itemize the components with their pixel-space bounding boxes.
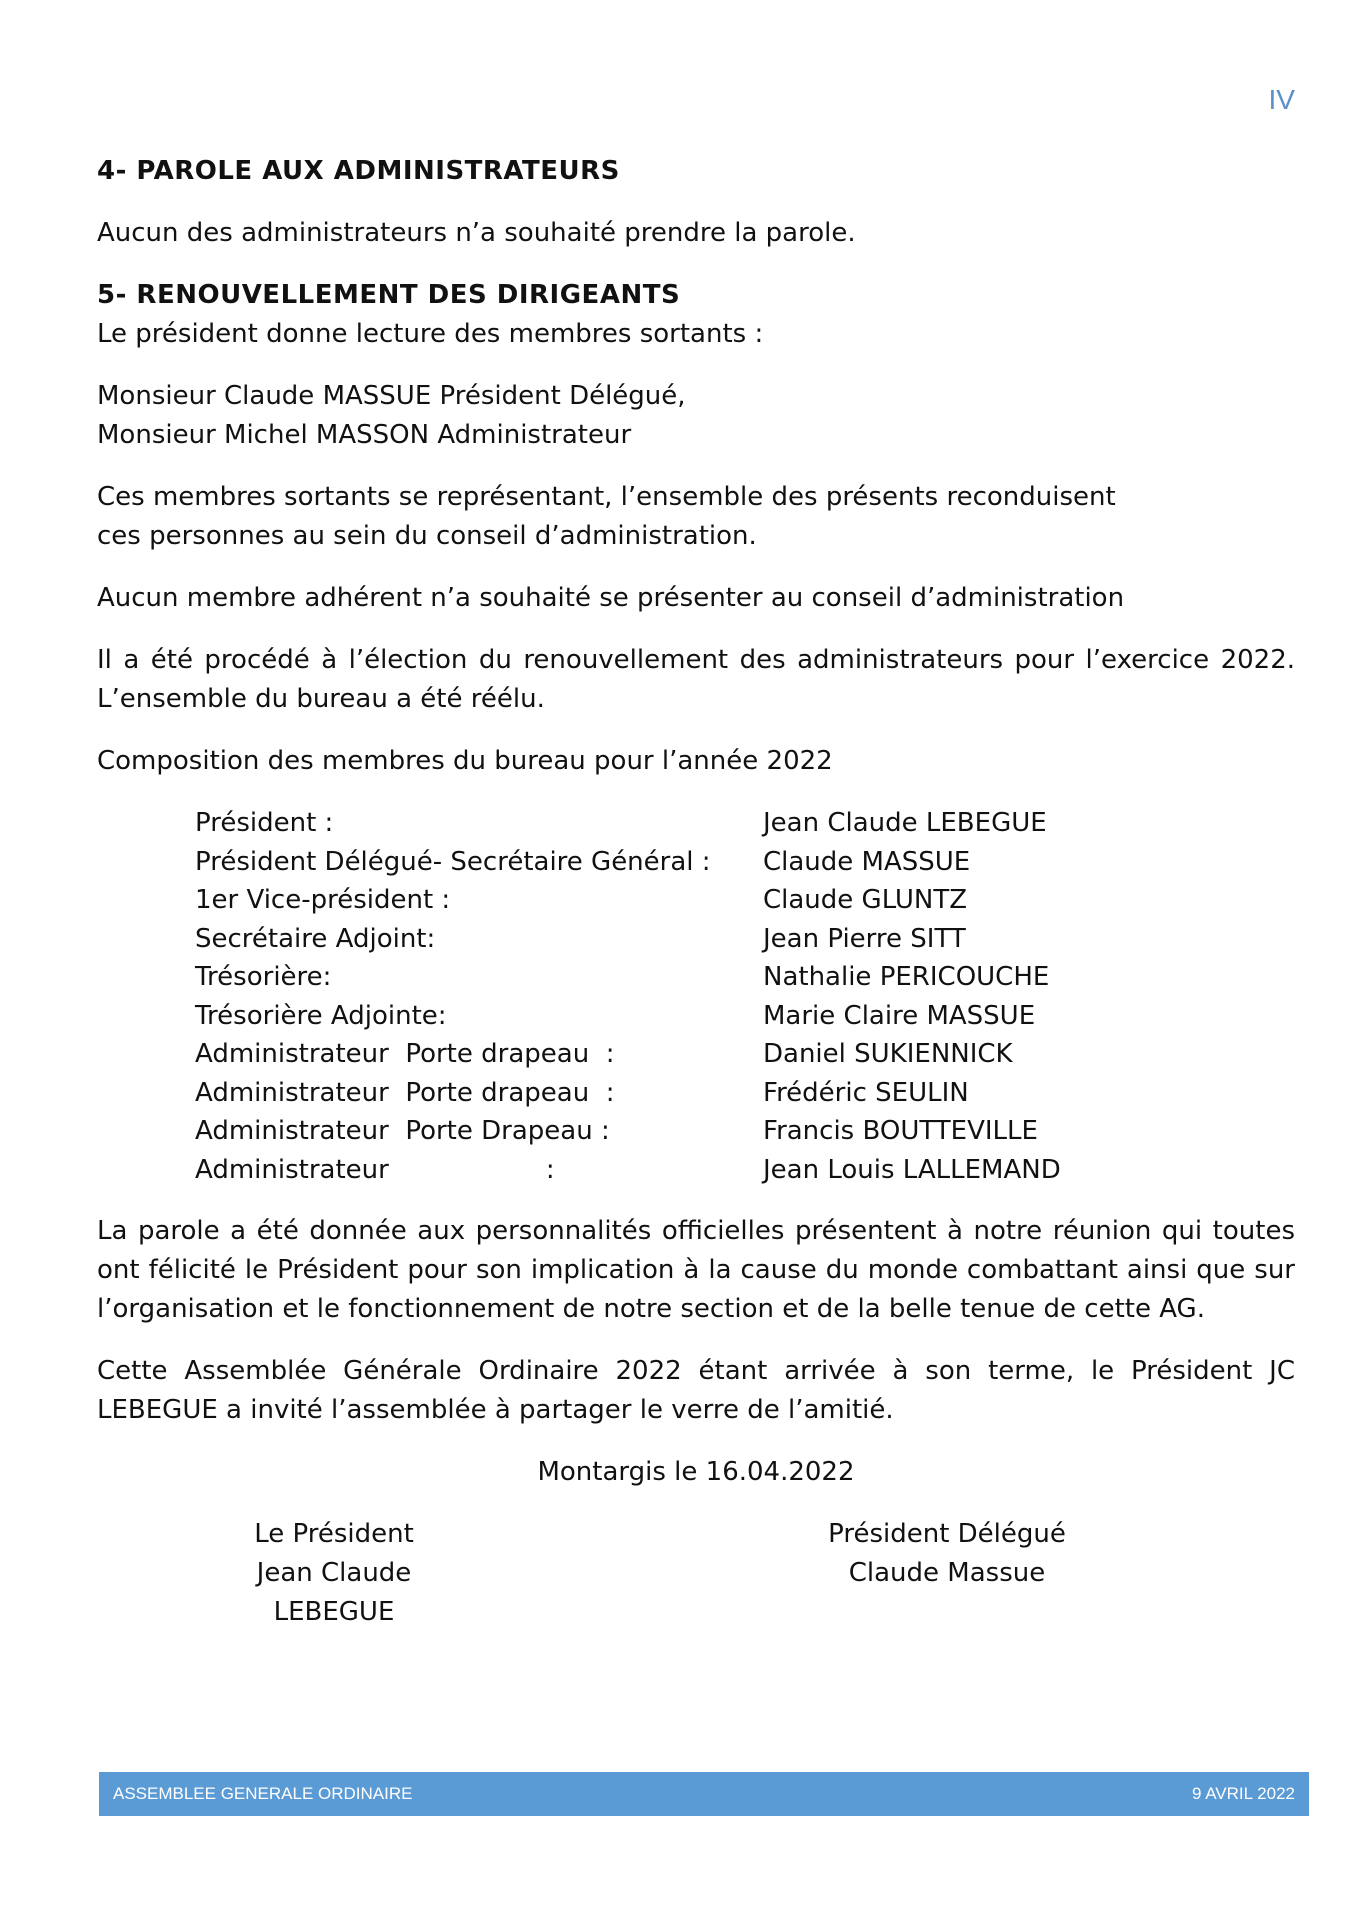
bureau-name: Jean Claude LEBEGUE (763, 808, 1047, 838)
footer-title: ASSEMBLEE GENERALE ORDINAIRE (113, 1784, 413, 1803)
outgoing-member: Monsieur Claude MASSUE Président Délégué, (97, 381, 686, 411)
bureau-role: Président Délégué- Secrétaire Général : (195, 846, 711, 877)
bureau-name: Nathalie PERICOUCHE (763, 962, 1050, 992)
signature-name: Claude Massue (848, 1558, 1046, 1588)
composition-title: Composition des membres du bureau pour l’année 2022 (97, 746, 833, 776)
bureau-name: Francis BOUTTEVILLE (763, 1116, 1038, 1146)
document-body (97, 152, 1297, 1627)
bureau-role: Administrateur Porte Drapeau : (195, 1116, 610, 1146)
footer-date: 9 AVRIL 2022 (1191, 1784, 1295, 1803)
signature-title: Le Président (254, 1519, 414, 1549)
bureau-role: Administrateur : (195, 1154, 555, 1185)
bureau-name: Frédéric SEULIN (763, 1077, 969, 1108)
bureau-role: Trésorière: (195, 962, 332, 992)
bureau-name: Daniel SUKIENNICK (763, 1039, 1013, 1069)
bureau-name: Claude MASSUE (763, 846, 971, 877)
page-number: IV (1268, 84, 1295, 115)
bureau-role: Président : (195, 808, 334, 838)
signature-title: Président Délégué (828, 1519, 1066, 1549)
place-date: Montargis le 16.04.2022 (537, 1457, 855, 1487)
outgoing-members (97, 377, 1297, 455)
bureau-role: Trésorière Adjointe: (195, 1000, 447, 1031)
bureau-name: Claude GLUNTZ (763, 885, 968, 915)
bureau-role: 1er Vice-président : (195, 885, 451, 915)
section-4-heading: 4- PAROLE AUX ADMINISTRATEURS (97, 156, 620, 186)
paragraph-officials: La parole a été donnée aux personnalités officielles présentent à notre réunion qui toutes ont félicité le Président pour son implication à la cause du monde combattant ainsi que sur l’organisation et le fonctionnement de notre section et de la belle tenue de cette AG. (97, 1216, 1295, 1324)
signatures (97, 1515, 1297, 1627)
paragraph-election: Il a été procédé à l’élection du renouvellement des administrateurs pour l’exercice 2022. L’ensemble du bureau a été réélu. (97, 645, 1295, 714)
section-4-text: Aucun des administrateurs n’a souhaité prendre la parole. (97, 218, 856, 248)
bureau-name: Marie Claire MASSUE (763, 1000, 1036, 1031)
signature-president-delegue (807, 1515, 1087, 1593)
bureau-role: Administrateur Porte drapeau : (195, 1077, 615, 1108)
bureau-name: Jean Pierre SITT (763, 923, 966, 954)
paragraph-no-candidate: Aucun membre adhérent n’a souhaité se présenter au conseil d’administration (97, 583, 1125, 613)
page-footer (99, 1772, 1309, 1816)
section-5-intro: Le président donne lecture des membres sortants : (97, 319, 764, 349)
outgoing-member: Monsieur Michel MASSON Administrateur (97, 420, 632, 450)
bureau-members-list (195, 804, 1297, 1189)
bureau-name: Jean Louis LALLEMAND (763, 1154, 1061, 1185)
signature-name: Jean Claude LEBEGUE (256, 1558, 412, 1627)
paragraph-closing: Cette Assemblée Générale Ordinaire 2022 étant arrivée à son terme, le Président JC LEBEGUE a invité l’assemblée à partager le verre de l’amitié. (97, 1356, 1295, 1425)
bureau-role: Secrétaire Adjoint: (195, 923, 436, 954)
bureau-role: Administrateur Porte drapeau : (195, 1039, 615, 1069)
signature-president (194, 1515, 474, 1632)
paragraph-reconduction: Ces membres sortants se représentant, l’ensemble des présents reconduisent ces personnes au sein du conseil d’administration. (97, 482, 1116, 551)
section-5-heading: 5- RENOUVELLEMENT DES DIRIGEANTS (97, 280, 681, 310)
